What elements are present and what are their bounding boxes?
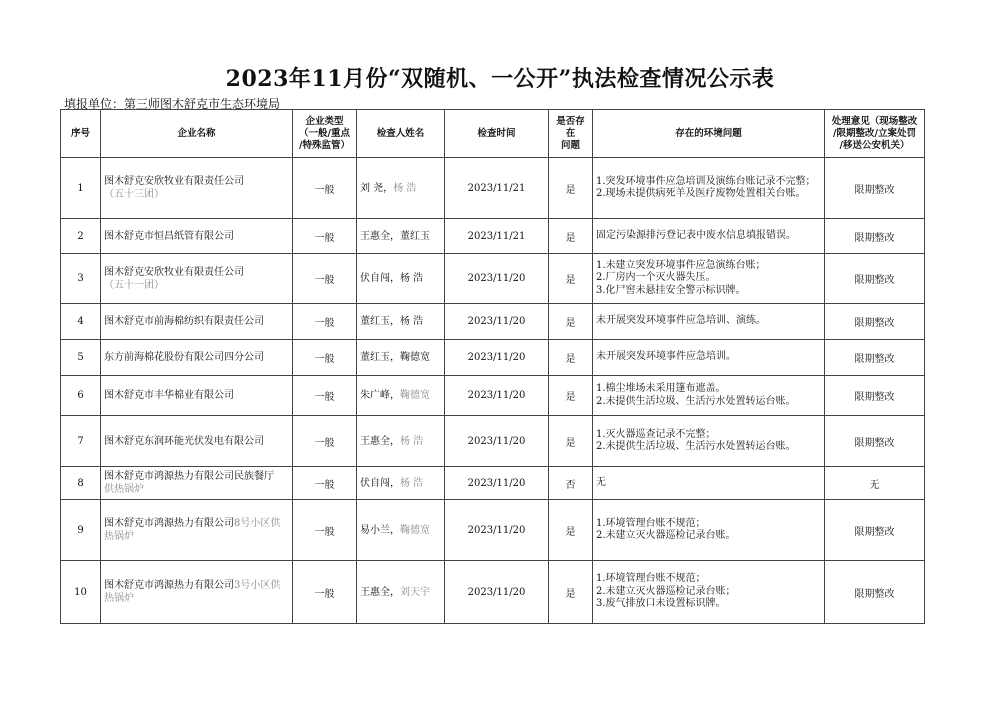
header-has-issue: 是否存在 问题: [549, 110, 593, 158]
cell-issues: [593, 376, 825, 416]
table-row: [61, 467, 925, 500]
cell-type: 一般: [293, 340, 357, 376]
cell-seq: 3: [61, 254, 101, 304]
issue-line: 1.棉尘堆场未采用篷布遮盖。: [596, 383, 726, 394]
cell-type: 一般: [293, 376, 357, 416]
cell-seq: 8: [61, 467, 101, 500]
cell-opinion: 限期整改: [825, 254, 925, 304]
issue-line: 3.化尸窖未悬挂安全警示标识牌。: [596, 284, 746, 296]
table-row: [61, 340, 925, 376]
cell-opinion: 限期整改: [825, 304, 925, 340]
issue-line: 未开展突发环境事件应急培训、演练。: [596, 315, 766, 327]
cell-company: 图木舒克市鸿源热力有限公司民族餐厅 供热锅炉: [101, 467, 293, 500]
cell-has-issue: 是: [549, 500, 593, 561]
cell-opinion: 限期整改: [825, 219, 925, 254]
issue-line: 1.环境管理台账不规范；: [596, 517, 706, 529]
cell-has-issue: 是: [549, 376, 593, 416]
cell-issues: [593, 219, 825, 254]
issue-line: 1.突发环境事件应急培训及演练台账记录不完整；: [596, 175, 816, 187]
table-row: [61, 561, 925, 624]
cell-time: 2023/11/20: [445, 304, 549, 340]
cell-inspector: 王惠全，董红玉: [357, 219, 445, 254]
issue-line: 无: [596, 476, 606, 488]
cell-type: 一般: [293, 158, 357, 219]
cell-company: 图木舒克市鸿源热力有限公司8号小区供 热锅炉: [101, 500, 293, 561]
header-issues: 存在的环境问题: [593, 110, 825, 158]
issue-line: 2.未建立灭火器巡检记录台账。: [596, 530, 736, 541]
cell-type: 一般: [293, 561, 357, 624]
table-row: [61, 376, 925, 416]
table-row: [61, 304, 925, 340]
issue-line: 2.未提供生活垃圾、生活污水处置转运台账。: [596, 395, 796, 407]
cell-time: 2023/11/21: [445, 158, 549, 219]
cell-company: 图木舒克东润环能光伏发电有限公司: [101, 416, 293, 467]
header-inspector: 检查人姓名: [357, 110, 445, 158]
cell-opinion: 限期整改: [825, 416, 925, 467]
cell-seq: 10: [61, 561, 101, 624]
cell-type: 一般: [293, 500, 357, 561]
page-title: 2023年11月份“双随机、一公开”执法检查情况公示表: [225, 66, 775, 92]
cell-inspector: 董红玉，杨 浩: [357, 304, 445, 340]
reporting-unit-label: 填报单位：: [64, 97, 125, 111]
cell-type: 一般: [293, 467, 357, 500]
cell-has-issue: 是: [549, 416, 593, 467]
cell-company: 图木舒克市恒昌纸管有限公司: [101, 219, 293, 254]
table-row: [61, 500, 925, 561]
cell-seq: 7: [61, 416, 101, 467]
cell-time: 2023/11/20: [445, 500, 549, 561]
cell-company: 图木舒克安欣牧业有限责任公司 （五十三团）: [101, 158, 293, 219]
cell-inspector: 王惠全，杨 浩: [357, 416, 445, 467]
cell-inspector: 董红玉，鞠德宽: [357, 340, 445, 376]
cell-has-issue: 是: [549, 254, 593, 304]
cell-time: 2023/11/21: [445, 219, 549, 254]
cell-issues: [593, 416, 825, 467]
cell-inspector: 伏自闯，杨 浩: [357, 467, 445, 500]
cell-issues: [593, 158, 825, 219]
cell-type: 一般: [293, 304, 357, 340]
header-time: 检查时间: [445, 110, 549, 158]
cell-seq: 5: [61, 340, 101, 376]
inspection-table: [60, 109, 925, 624]
cell-time: 2023/11/20: [445, 254, 549, 304]
cell-seq: 9: [61, 500, 101, 561]
table-row: [61, 416, 925, 467]
cell-type: 一般: [293, 416, 357, 467]
reporting-unit-name: 第三师图木舒克市生态环境局: [124, 97, 281, 111]
header-opinion: 处理意见（现场整改 /限期整改/立案处罚 /移送公安机关）: [825, 110, 925, 158]
cell-company: 图木舒克市鸿源热力有限公司3号小区供 热锅炉: [101, 561, 293, 624]
cell-company: 图木舒克市前海棉纺织有限责任公司: [101, 304, 293, 340]
cell-has-issue: 否: [549, 467, 593, 500]
cell-has-issue: 是: [549, 304, 593, 340]
cell-company: 东方前海棉花股份有限公司四分公司: [101, 340, 293, 376]
cell-opinion: 限期整改: [825, 500, 925, 561]
header-company: 企业名称: [101, 110, 293, 158]
table-row: [61, 158, 925, 219]
cell-inspector: 伏自闯，杨 浩: [357, 254, 445, 304]
cell-time: 2023/11/20: [445, 561, 549, 624]
cell-seq: 1: [61, 158, 101, 219]
issue-line: 2.厂房内一个灭火器失压。: [596, 272, 716, 284]
cell-inspector: 刘 尧，杨 浩: [357, 158, 445, 219]
cell-type: 一般: [293, 254, 357, 304]
cell-opinion: 限期整改: [825, 158, 925, 219]
table-row: [61, 254, 925, 304]
cell-time: 2023/11/20: [445, 416, 549, 467]
issue-line: 3.废气排放口未设置标识牌。: [596, 598, 726, 610]
cell-seq: 4: [61, 304, 101, 340]
cell-inspector: 易小兰，鞠德宽: [357, 500, 445, 561]
header-row: [61, 110, 925, 158]
issue-line: 1.未建立突发环境事件应急演练台账；: [596, 259, 766, 271]
header-type: 企业类型 （一般/重点 /特殊监管）: [293, 110, 357, 158]
cell-type: 一般: [293, 219, 357, 254]
cell-has-issue: 是: [549, 561, 593, 624]
issue-line: 2.现场未提供病死羊及医疗废物处置相关台账。: [596, 188, 806, 199]
issue-line: 2.未提供生活垃圾、生活污水处置转运台账。: [596, 441, 796, 452]
table-row: [61, 219, 925, 254]
cell-company: 图木舒克市丰华棉业有限公司: [101, 376, 293, 416]
cell-opinion: 限期整改: [825, 376, 925, 416]
cell-inspector: 王惠全，刘天宇: [357, 561, 445, 624]
issue-line: 1.环境管理台账不规范；: [596, 573, 706, 585]
cell-issues: [593, 254, 825, 304]
cell-has-issue: 是: [549, 340, 593, 376]
cell-issues: [593, 304, 825, 340]
cell-seq: 6: [61, 376, 101, 416]
cell-opinion: 限期整改: [825, 340, 925, 376]
cell-company: 图木舒克安欣牧业有限责任公司 （五十一团）: [101, 254, 293, 304]
cell-time: 2023/11/20: [445, 340, 549, 376]
cell-seq: 2: [61, 219, 101, 254]
header-seq: 序号: [61, 110, 101, 158]
cell-inspector: 朱广峰，鞠德宽: [357, 376, 445, 416]
cell-issues: [593, 500, 825, 561]
issue-line: 未开展突发环境事件应急培训。: [596, 351, 736, 363]
cell-has-issue: 是: [549, 219, 593, 254]
cell-opinion: 限期整改: [825, 561, 925, 624]
cell-issues: [593, 340, 825, 376]
cell-opinion: 无: [825, 467, 925, 500]
issue-line: 2.未建立灭火器巡检记录台账；: [596, 585, 736, 597]
issue-line: 1.灭火器巡查记录不完整；: [596, 428, 716, 440]
cell-issues: [593, 467, 825, 500]
cell-issues: [593, 561, 825, 624]
cell-has-issue: 是: [549, 158, 593, 219]
issue-line: 固定污染源排污登记表中废水信息填报错误。: [596, 229, 796, 241]
cell-time: 2023/11/20: [445, 376, 549, 416]
cell-time: 2023/11/20: [445, 467, 549, 500]
